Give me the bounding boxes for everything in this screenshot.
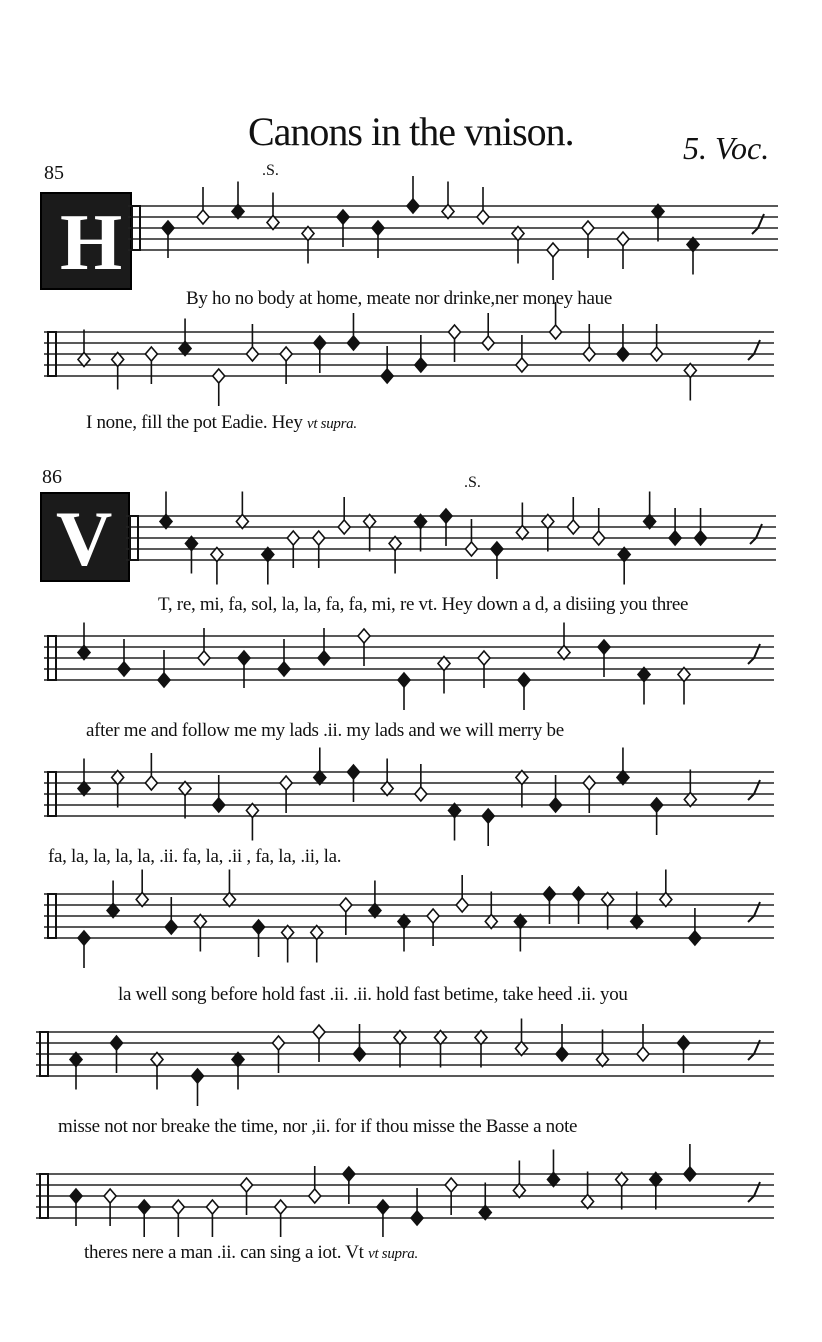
lyric-line: after me and follow me my lads .ii. my lads and we will merry be bbox=[86, 720, 564, 741]
note-head bbox=[118, 662, 130, 676]
page-title: Canons in the vnison. bbox=[248, 109, 574, 154]
staff bbox=[44, 762, 774, 842]
staff bbox=[44, 884, 774, 964]
note-head bbox=[582, 221, 594, 235]
note-head bbox=[198, 651, 210, 665]
note-head bbox=[456, 898, 468, 912]
note-head bbox=[482, 809, 494, 823]
note-head bbox=[145, 776, 157, 790]
note-head bbox=[415, 358, 427, 372]
note-head bbox=[556, 1047, 568, 1061]
lyric-line: misse not nor breake the time, nor ,ii. for if thou misse the Basse a note bbox=[58, 1116, 578, 1137]
note-head bbox=[669, 531, 681, 545]
note-head bbox=[567, 520, 579, 534]
note-head bbox=[343, 1167, 355, 1181]
note-head bbox=[477, 210, 489, 224]
note-head bbox=[543, 887, 555, 901]
note-head bbox=[445, 1178, 457, 1192]
lyric-line bbox=[84, 1242, 418, 1264]
note-head bbox=[465, 542, 477, 556]
note-head bbox=[573, 887, 585, 901]
note-head bbox=[337, 210, 349, 224]
note-head bbox=[415, 787, 427, 801]
note-head bbox=[278, 662, 290, 676]
note-head bbox=[213, 369, 225, 383]
note-head bbox=[617, 232, 629, 246]
decorated-initial bbox=[40, 192, 132, 290]
staff bbox=[44, 626, 774, 706]
note-head bbox=[287, 531, 299, 545]
note-head bbox=[238, 651, 250, 665]
note-head bbox=[637, 1047, 649, 1061]
note-head bbox=[313, 1025, 325, 1039]
note-head bbox=[162, 221, 174, 235]
note-head bbox=[241, 1178, 253, 1192]
note-head bbox=[145, 347, 157, 361]
note-head bbox=[347, 765, 359, 779]
note-head bbox=[482, 336, 494, 350]
note-head bbox=[280, 776, 292, 790]
note-head bbox=[338, 520, 350, 534]
initial-letter: V bbox=[56, 495, 113, 582]
lyric-line: la well song before hold fast .ii. .ii. hold fast betime, take heed .ii. you bbox=[118, 984, 628, 1005]
note-head bbox=[206, 1200, 218, 1214]
note-head bbox=[138, 1200, 150, 1214]
note-head bbox=[583, 776, 595, 790]
note-head bbox=[318, 651, 330, 665]
note-head bbox=[197, 210, 209, 224]
note-head bbox=[246, 347, 258, 361]
note-head bbox=[678, 1036, 690, 1050]
note-head bbox=[340, 898, 352, 912]
note-head bbox=[684, 1167, 696, 1181]
staff bbox=[36, 1022, 774, 1102]
lyric-text: theres nere a man .ii. can sing a iot. Vt bbox=[84, 1242, 364, 1263]
note-head bbox=[78, 931, 90, 945]
note-head bbox=[253, 920, 265, 934]
note-head bbox=[104, 1189, 116, 1203]
staff bbox=[36, 1164, 774, 1244]
note-head bbox=[550, 325, 562, 339]
initial-letter: H bbox=[60, 199, 123, 287]
lyric-direction: vt supra. bbox=[306, 416, 357, 432]
note-head bbox=[449, 325, 461, 339]
staff bbox=[126, 506, 776, 586]
lyric-direction: vt supra. bbox=[368, 1246, 418, 1262]
note-head bbox=[372, 221, 384, 235]
note-head bbox=[111, 1036, 123, 1050]
note-head bbox=[354, 1047, 366, 1061]
note-head bbox=[314, 336, 326, 350]
decorated-initial bbox=[40, 492, 130, 582]
note-head bbox=[491, 542, 503, 556]
note-head bbox=[550, 798, 562, 812]
note-head bbox=[70, 1189, 82, 1203]
note-head bbox=[158, 673, 170, 687]
note-head bbox=[358, 629, 370, 643]
note-head bbox=[598, 640, 610, 654]
note-head bbox=[547, 243, 559, 257]
note-head bbox=[381, 369, 393, 383]
note-head bbox=[273, 1036, 285, 1050]
note-head bbox=[651, 347, 663, 361]
note-head bbox=[172, 1200, 184, 1214]
staff bbox=[44, 322, 774, 402]
note-head bbox=[407, 199, 419, 213]
lyric-line: By ho no body at home, meate nor drinke,ner money haue bbox=[186, 288, 612, 309]
note-head bbox=[689, 931, 701, 945]
note-head bbox=[518, 673, 530, 687]
note-head bbox=[313, 531, 325, 545]
note-head bbox=[347, 336, 359, 350]
note-head bbox=[583, 347, 595, 361]
entry-mark: .S. bbox=[464, 474, 481, 491]
note-head bbox=[427, 909, 439, 923]
note-head bbox=[398, 673, 410, 687]
canon-number: 86 bbox=[42, 466, 62, 488]
note-head bbox=[213, 798, 225, 812]
note-head bbox=[377, 1200, 389, 1214]
lyric-line: fa, la, la, la, la, .ii. fa, la, .ii , fa, la, .ii, la. bbox=[48, 846, 342, 867]
note-head bbox=[516, 358, 528, 372]
staff bbox=[128, 196, 778, 276]
note-head bbox=[478, 651, 490, 665]
lyric-text: I none, fill the pot Eadie. Hey bbox=[86, 412, 303, 433]
canon-number: 85 bbox=[44, 162, 64, 184]
note-head bbox=[411, 1211, 423, 1225]
note-head bbox=[651, 798, 663, 812]
voice-count: 5. Voc. bbox=[683, 130, 770, 166]
note-head bbox=[280, 347, 292, 361]
note-head bbox=[165, 920, 177, 934]
note-head bbox=[593, 531, 605, 545]
note-head bbox=[440, 509, 452, 523]
note-head bbox=[309, 1189, 321, 1203]
note-head bbox=[275, 1200, 287, 1214]
note-head bbox=[617, 347, 629, 361]
lyric-line: T, re, mi, fa, sol, la, la, fa, fa, mi, re vt. Hey down a d, a disiing you three bbox=[158, 594, 689, 615]
note-head bbox=[192, 1069, 204, 1083]
lyric-line bbox=[86, 412, 357, 434]
entry-mark: .S. bbox=[262, 162, 279, 179]
note-head bbox=[695, 531, 707, 545]
